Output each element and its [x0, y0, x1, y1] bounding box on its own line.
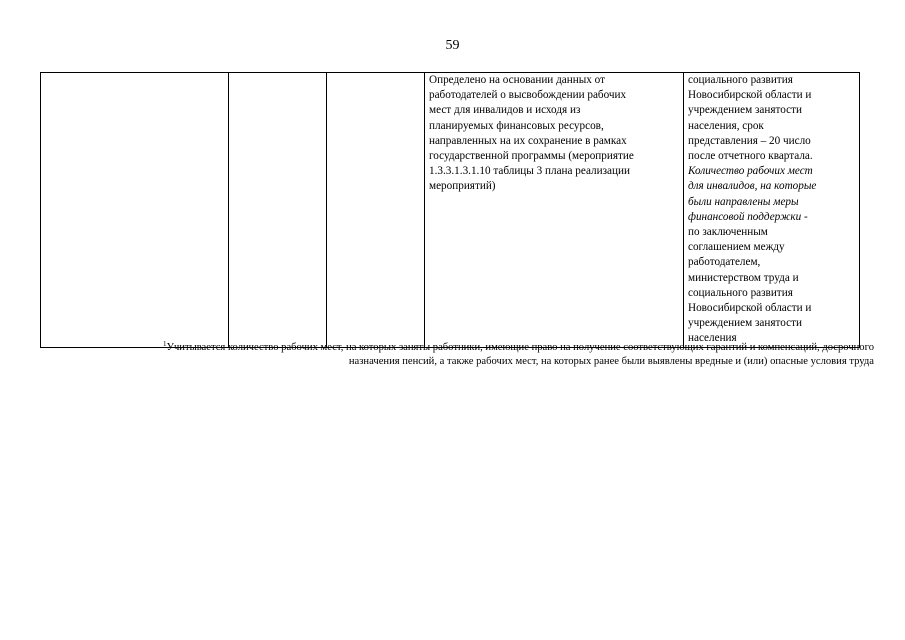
text-line: работодателем,: [688, 256, 761, 269]
data-table: [40, 72, 860, 348]
text-line: учреждением занятости: [688, 104, 802, 117]
text-line: Определено на основании данных от: [429, 74, 605, 86]
text-line: 1.3.3.1.3.1.10 таблицы 3 плана реализации: [429, 165, 630, 178]
table-cell-method-description: [425, 73, 684, 348]
italic-text-fragment: финансовой поддержки: [688, 210, 802, 223]
italic-text-line: для инвалидов, на которые: [688, 180, 817, 193]
table-cell-col3: [327, 73, 425, 348]
text-line: после отчетного квартала.: [688, 150, 813, 163]
dash-separator: -: [801, 210, 808, 223]
text-line: населения: [688, 332, 737, 345]
italic-text-line: Количество рабочих мест: [688, 165, 813, 178]
text-line: мест для инвалидов и исходя из: [429, 104, 581, 117]
text-line: Новосибирской области и: [688, 302, 812, 315]
footnote-marker: 1: [162, 340, 167, 348]
text-line: населения, срок: [688, 119, 764, 132]
text-line: Новосибирской области и: [688, 89, 812, 102]
text-line: [688, 210, 857, 225]
table-cell-col2: [229, 73, 327, 348]
text-line: министерством труда и: [688, 271, 799, 284]
text-line: социального развития: [688, 74, 793, 86]
italic-text-line: были направлены меры: [688, 195, 799, 208]
text-line: планируемых финансовых ресурсов,: [429, 119, 604, 132]
footnote: [40, 341, 874, 368]
text-line: государственной программы (мероприятие: [429, 150, 634, 163]
footnote-line: назначения пенсий, а также рабочих мест, на которых ранее были выявлены вредные и (или) опасные условия труда: [348, 355, 874, 367]
text-line: работодателей о высвобождении рабочих: [429, 89, 627, 102]
page-number: 59: [445, 38, 460, 53]
text-line: по заключенным: [688, 226, 768, 239]
footnote-text: Учитывается количество рабочих мест, на которых заняты работники, имеющие право на получение соответствующих гарантий и компенсаций, досрочного: [166, 342, 874, 353]
text-line: мероприятий): [429, 180, 496, 193]
text-line: учреждением занятости: [688, 317, 802, 330]
text-line: представления – 20 число: [688, 134, 811, 147]
text-line: соглашением между: [688, 241, 785, 254]
table-cell-col1: [41, 73, 229, 348]
text-line: социального развития: [688, 286, 793, 299]
table-row: [41, 73, 860, 348]
footnote-line: [40, 341, 874, 355]
text-line: направленных на их сохранение в рамках: [429, 134, 627, 147]
table-cell-data-source: [684, 73, 860, 348]
